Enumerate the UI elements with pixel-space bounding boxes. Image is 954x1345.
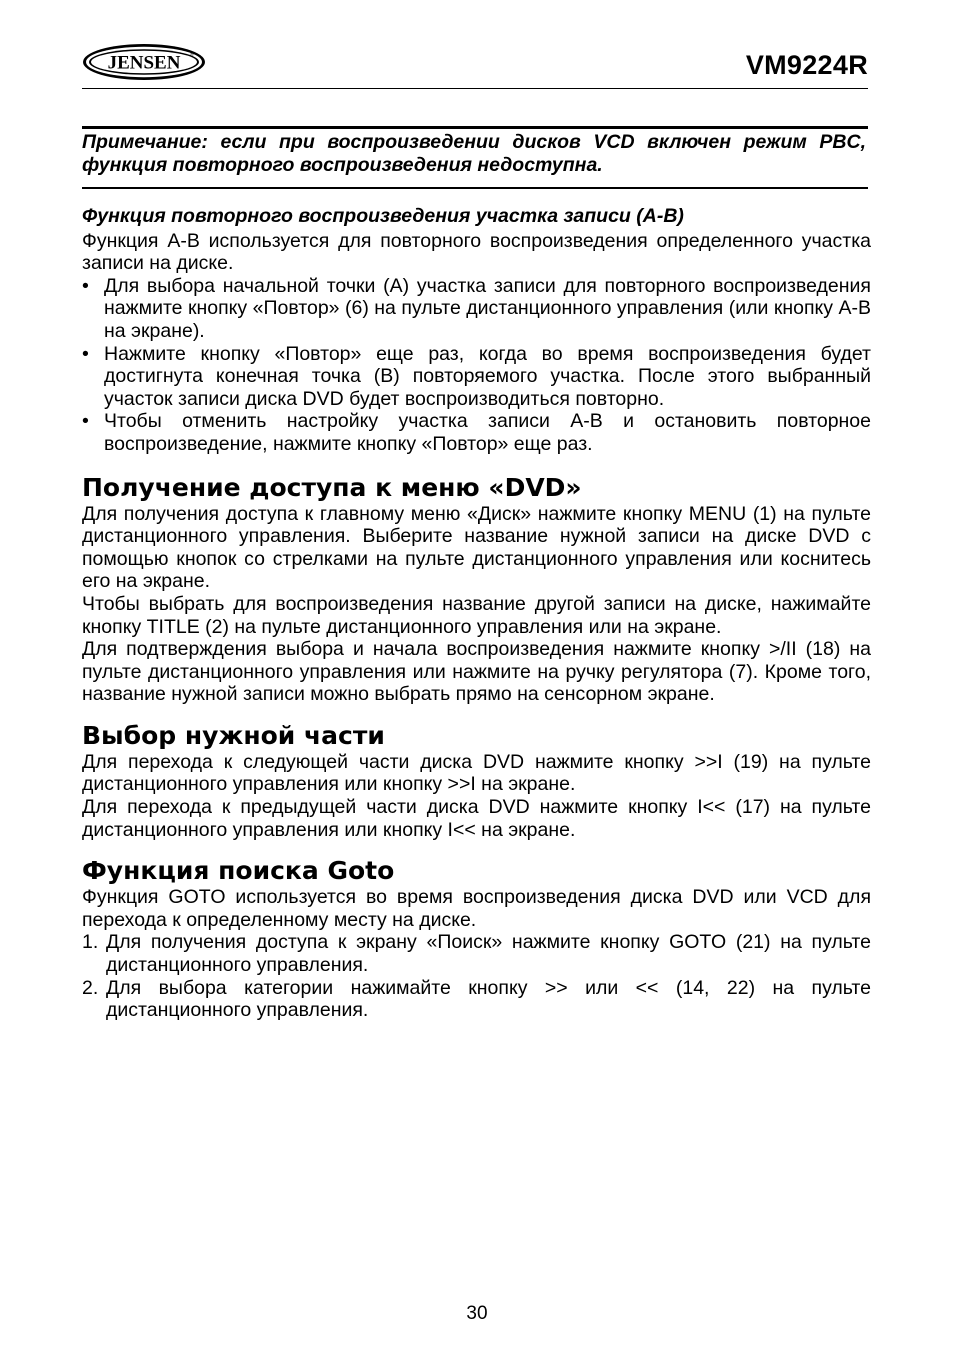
paragraph: Для перехода к следующей части диска DVD нажмите кнопку >>I (19) на пульте дистанционного управления или кнопку >>I на экране. — [82, 750, 871, 796]
ab-repeat-section — [82, 205, 871, 456]
step-text: Для получения доступа к экрану «Поиск» нажмите кнопку GOTO (21) на пульте дистанционного управления. — [106, 931, 871, 977]
model-number: VM9224R — [745, 50, 868, 80]
dvd-menu-heading: Получение доступа к меню «DVD» — [82, 472, 582, 502]
list-item-text: Для выбора начальной точки (А) участка записи для повторного воспроизведения нажмите кнопку «Повтор» (6) на пульте дистанционного управления (или кнопку A-B на экране). — [104, 274, 871, 342]
note-box: Примечание: если при воспроизведении дисков VCD включен режим PBC, функция повторного воспроизведения недоступна. — [82, 131, 866, 176]
ab-repeat-intro: Функция A-B используется для повторного воспроизведения определенного участка записи на диске. — [82, 229, 871, 275]
bullet-marker: • — [82, 410, 89, 433]
ab-repeat-subheading: Функция повторного воспроизведения участка записи (A-B) — [82, 205, 684, 227]
step-text: Для выбора категории нажимайте кнопку >> или << (14, 22) на пульте дистанционного управления. — [106, 976, 871, 1022]
list-item — [82, 343, 871, 411]
step-number: 1. — [82, 931, 99, 954]
bullet-marker: • — [82, 342, 89, 365]
goto-intro: Функция GOTO используется во время воспроизведения диска DVD или VCD для перехода к определенному месту на диске. — [82, 886, 871, 931]
page-number: 30 — [466, 1303, 488, 1324]
step-number: 2. — [82, 976, 99, 999]
list-item — [82, 931, 871, 976]
goto-steps — [82, 931, 871, 1021]
list-item — [82, 977, 871, 1022]
bullet-marker: • — [82, 274, 89, 297]
header-divider — [82, 88, 868, 89]
goto-heading: Функция поиска Goto — [82, 856, 395, 886]
svg-text:®: ® — [190, 52, 194, 58]
logo-text: JENSEN — [107, 52, 181, 74]
paragraph: Для перехода к предыдущей части диска DVD нажмите кнопку I<< (17) на пульте дистанционного управления или кнопку I<< на экране. — [82, 796, 871, 841]
list-item — [82, 275, 871, 343]
chapter-select-heading: Выбор нужной части — [82, 720, 385, 750]
list-item — [82, 410, 871, 455]
chapter-select-section — [82, 721, 871, 841]
list-item-text: Нажмите кнопку «Повтор» еще раз, когда во время воспроизведения будет достигнута конечная точка (В) повторяемого участка. После этого выбранный участок записи диска DVD будет воспроизводиться повторно. — [104, 342, 871, 410]
list-item-text: Чтобы отменить настройку участка записи A-B и остановить повторное воспроизведение, нажмите кнопку «Повтор» еще раз. — [104, 410, 871, 455]
note-top-rule — [82, 126, 868, 129]
ab-repeat-bullets — [82, 275, 871, 456]
main-content — [82, 205, 871, 1022]
paragraph: Для подтверждения выбора и начала воспроизведения нажмите кнопку >/II (18) на пульте дистанционного управления или нажмите на ручку регулятора (7). Кроме того, название нужной записи можно выбрать прямо на сенсорном экране. — [82, 638, 871, 706]
jensen-logo-graphic — [82, 43, 206, 81]
jensen-logo — [82, 43, 206, 81]
note-bottom-rule — [82, 187, 868, 189]
dvd-menu-section — [82, 473, 871, 706]
goto-section — [82, 856, 871, 1022]
paragraph: Чтобы выбрать для воспроизведения название другой записи на диске, нажимайте кнопку TITLE (2) на пульте дистанционного управления или на экране. — [82, 592, 871, 638]
paragraph: Для получения доступа к главному меню «Диск» нажмите кнопку MENU (1) на пульте дистанционного управления. Выберите название нужной записи на диске DVD с помощью кнопок со стрелками на пульте дистанционного управления или коснитесь его на экране. — [82, 502, 871, 593]
